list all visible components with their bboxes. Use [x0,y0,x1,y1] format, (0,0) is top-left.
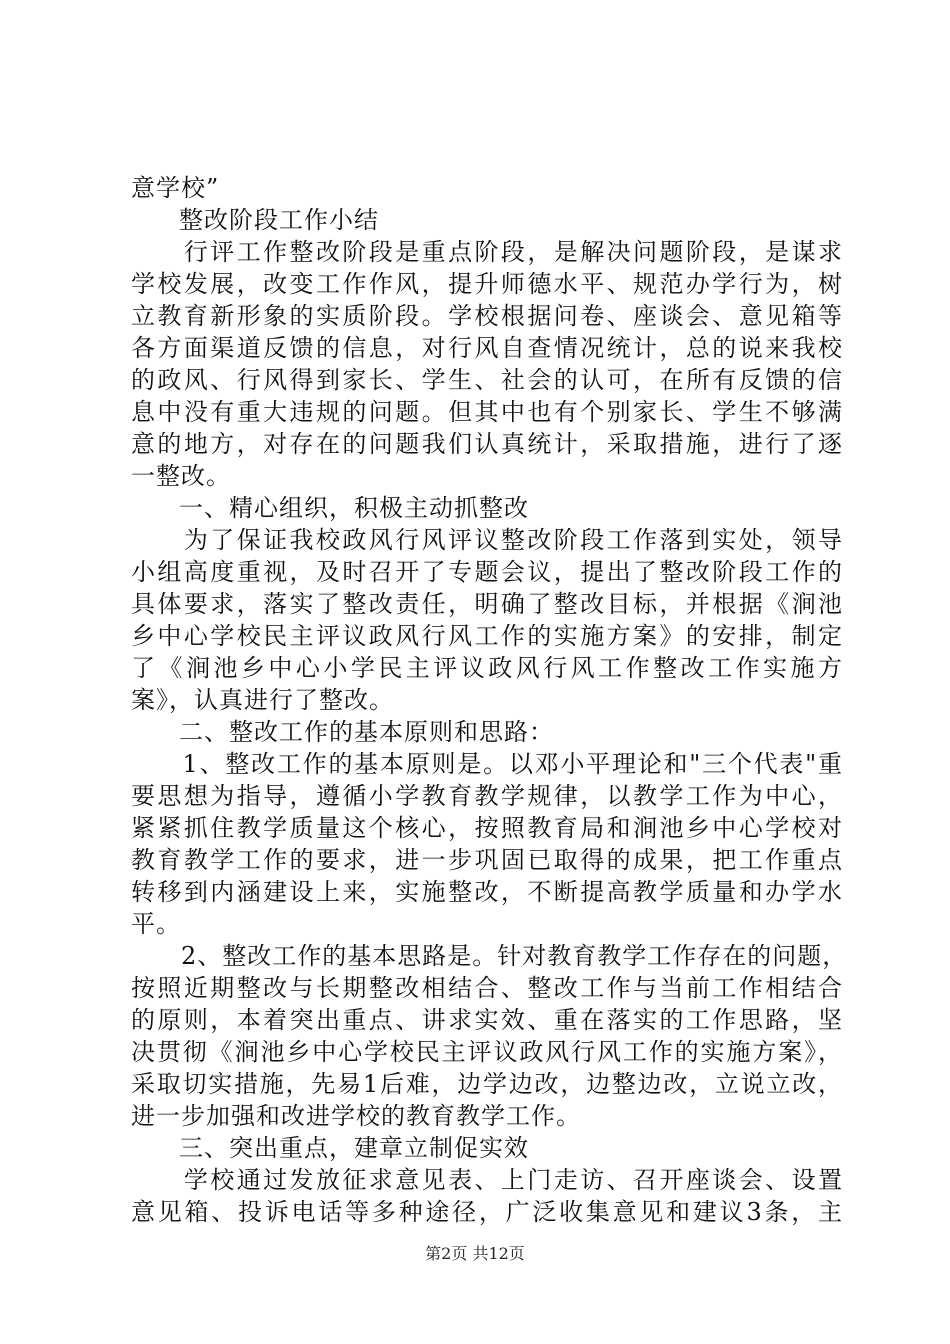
paragraph-line: 要思想为指导，遵循小学教育教学规律，以教学工作为中心， [131,782,843,810]
paragraph-line: 决贯彻《涧池乡中心学校民主评议政风行风工作的实施方案》， [131,1038,843,1066]
page-footer: 第2页 共12页 [425,1244,525,1263]
section-heading: 整改阶段工作小结 [179,206,379,234]
paragraph-line: 进一步加强和改进学校的教育教学工作。 [131,1102,581,1130]
paragraph-line: 立教育新形象的实质阶段。学校根据问卷、座谈会、意见箱等 [131,302,843,330]
paragraph-line: 案》，认真进行了整改。 [131,686,394,714]
paragraph-line: 学校通过发放征求意见表、上门走访、召开座谈会、设置 [131,1166,843,1194]
paragraph-line: 乡中心学校民主评议政风行风工作的实施方案》的安排，制定 [131,622,843,650]
paragraph-line: 学校发展，改变工作作风，提升师德水平、规范办学行为，树 [131,270,843,298]
paragraph-line: 的政风、行风得到家长、学生、社会的认可，在所有反馈的信 [131,366,843,394]
paragraph-line: 转移到内涵建设上来，实施整改，不断提高教学质量和办学水 [131,878,843,906]
paragraph-line: 具体要求，落实了整改责任，明确了整改目标，并根据《涧池 [131,590,843,618]
section-heading: 三、突出重点，建章立制促实效 [179,1134,529,1162]
paragraph-line: 按照近期整改与长期整改相结合、整改工作与当前工作相结合 [131,974,843,1002]
section-heading: 一、精心组织，积极主动抓整改 [179,494,529,522]
paragraph-line: 1、整改工作的基本原则是。以邓小平理论和"三个代表"重 [131,750,843,778]
paragraph-line: 各方面渠道反馈的信息，对行风自查情况统计，总的说来我校 [131,334,843,362]
paragraph-line: 平。 [131,910,181,938]
paragraph-line: 教育教学工作的要求，进一步巩固已取得的成果，把工作重点 [131,846,843,874]
paragraph-line: 小组高度重视，及时召开了专题会议，提出了整改阶段工作的 [131,558,843,586]
paragraph-line: 一整改。 [131,462,231,490]
document-body [131,172,848,1228]
section-heading: 二、整改工作的基本原则和思路： [179,718,554,746]
paragraph-line: 行评工作整改阶段是重点阶段，是解决问题阶段，是谋求 [131,238,843,266]
paragraph-line: 意的地方，对存在的问题我们认真统计，采取措施，进行了逐 [131,430,843,458]
paragraph-line: 采取切实措施，先易1后难，边学边改，边整边改，立说立改， [131,1070,843,1098]
paragraph-line: 息中没有重大违规的问题。但其中也有个别家长、学生不够满 [131,398,843,426]
paragraph-line: 了《涧池乡中心小学民主评议政风行风工作整改工作实施方 [131,654,843,682]
paragraph-line: 紧紧抓住教学质量这个核心，按照教育局和涧池乡中心学校对 [131,814,843,842]
paragraph-line: 2、整改工作的基本思路是。针对教育教学工作存在的问题， [131,942,848,970]
paragraph-line: 意学校” [131,174,220,202]
paragraph-line: 意见箱、投诉电话等多种途径，广泛收集意见和建议3条，主 [131,1198,843,1226]
paragraph-line: 的原则，本着突出重点、讲求实效、重在落实的工作思路，坚 [131,1006,843,1034]
paragraph-line: 为了保证我校政风行风评议整改阶段工作落到实处，领导 [131,526,843,554]
